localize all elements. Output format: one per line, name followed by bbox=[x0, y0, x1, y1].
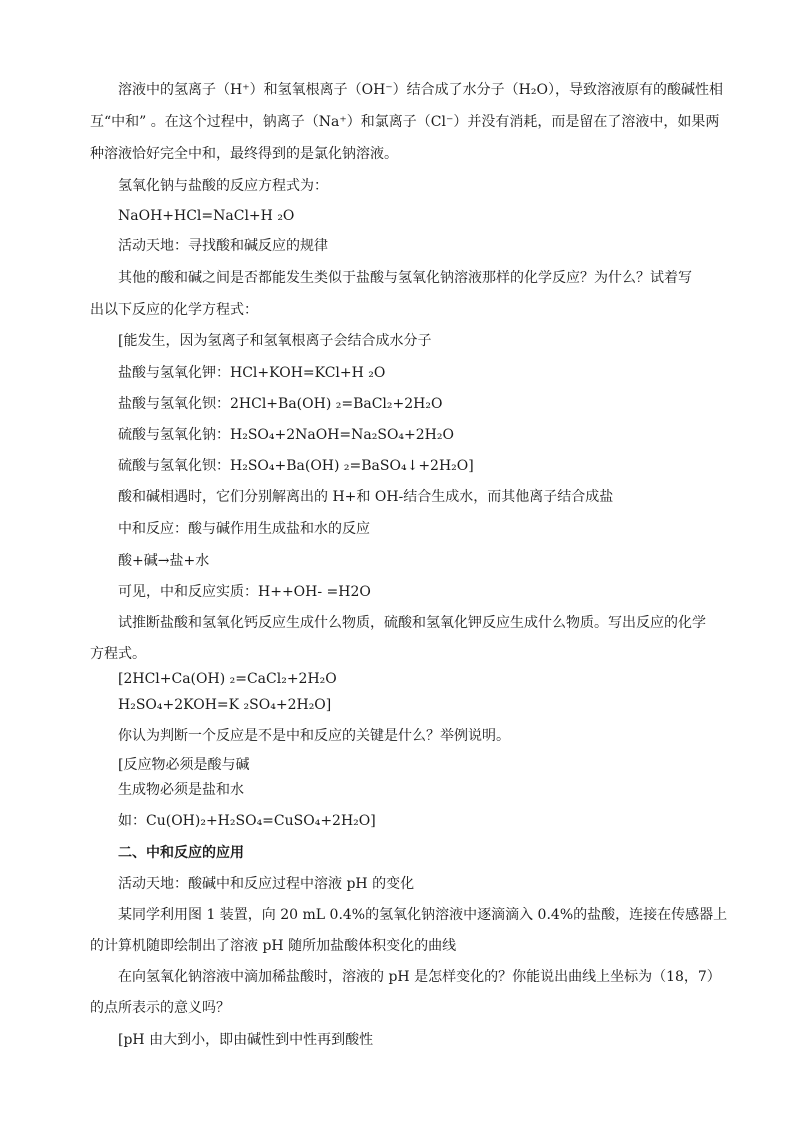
equation-line: 如：Cu(OH)₂+H₂SO₄=CuSO₄+2H₂O] bbox=[118, 813, 376, 829]
activity-heading: 活动天地：寻找酸和碱反应的规律 bbox=[118, 238, 328, 254]
paragraph-line: 其他的酸和碱之间是否都能发生类似于盐酸与氢氧化钠溶液那样的化学反应？为什么？试着写 bbox=[118, 270, 692, 286]
paragraph-line: 种溶液恰好完全中和，最终得到的是氯化钠溶液。 bbox=[90, 146, 398, 162]
answer-line: [能发生，因为氢离子和氢氧根离子会结合成水分子 bbox=[118, 333, 432, 349]
paragraph-line: 在向氢氧化钠溶液中滴加稀盐酸时，溶液的 pH 是怎样变化的？你能说出曲线上坐标为（18，7） bbox=[118, 969, 721, 985]
paragraph-line: 试推断盐酸和氢氧化钙反应生成什么物质，硫酸和氢氧化钾反应生成什么物质。写出反应的化学 bbox=[118, 615, 706, 631]
equation-line: [2HCl+Ca(OH) ₂=CaCl₂+2H₂O bbox=[118, 671, 337, 687]
equation-line: 硫酸与氢氧化钡：H₂SO₄+Ba(OH) ₂=BaSO₄↓+2H₂O] bbox=[118, 458, 474, 474]
definition-line: 中和反应：酸与碱作用生成盐和水的反应 bbox=[118, 521, 370, 537]
equation-line: NaOH+HCl=NaCl+H ₂O bbox=[118, 208, 295, 224]
paragraph-line: 互“中和” 。在这个过程中，钠离子（Na⁺）和氯离子（Cl⁻）并没有消耗，而是留在了溶液中，如果两 bbox=[90, 114, 720, 130]
paragraph-line: 的计算机随即绘制出了溶液 pH 随所加盐酸体积变化的曲线 bbox=[90, 938, 457, 954]
answer-line: [反应物必须是酸与碱 bbox=[118, 757, 250, 773]
paragraph-line: 的点所表示的意义吗？ bbox=[90, 1000, 230, 1016]
equation-line: 盐酸与氢氧化钡：2HCl+Ba(OH) ₂=BaCl₂+2H₂O bbox=[118, 396, 443, 412]
paragraph-line: 可见，中和反应实质：H++OH- =H2O bbox=[118, 584, 371, 600]
paragraph-line: 某同学利用图 1 装置，向 20 mL 0.4%的氢氧化钠溶液中逐滴滴入 0.4%的盐酸，连接在传感器上 bbox=[118, 907, 728, 923]
answer-line: [pH 由大到小，即由碱性到中性再到酸性 bbox=[118, 1032, 374, 1048]
paragraph-line: 方程式。 bbox=[90, 646, 146, 662]
paragraph-line: 氢氧化钠与盐酸的反应方程式为： bbox=[118, 178, 328, 194]
equation-line: 硫酸与氢氧化钠：H₂SO₄+2NaOH=Na₂SO₄+2H₂O bbox=[118, 427, 454, 443]
activity-heading: 活动天地：酸碱中和反应过程中溶液 pH 的变化 bbox=[118, 876, 415, 892]
formula-line: 酸+碱→盐+水 bbox=[118, 553, 210, 569]
section-heading: 二、中和反应的应用 bbox=[118, 845, 244, 861]
equation-line: H₂SO₄+2KOH=K ₂SO₄+2H₂O] bbox=[118, 697, 332, 713]
answer-line: 生成物必须是盐和水 bbox=[118, 782, 244, 798]
paragraph-line: 出以下反应的化学方程式： bbox=[90, 302, 258, 318]
equation-line: 盐酸与氢氧化钾：HCl+KOH=KCl+H ₂O bbox=[118, 365, 386, 381]
paragraph-line: 酸和碱相遇时，它们分别解离出的 H+和 OH-结合生成水，而其他离子结合成盐 bbox=[118, 489, 614, 505]
paragraph-line: 你认为判断一个反应是不是中和反应的关键是什么？举例说明。 bbox=[118, 728, 510, 744]
paragraph-line: 溶液中的氢离子（H⁺）和氢氧根离子（OH⁻）结合成了水分子（H₂O），导致溶液原有的酸碱性相 bbox=[118, 82, 723, 98]
